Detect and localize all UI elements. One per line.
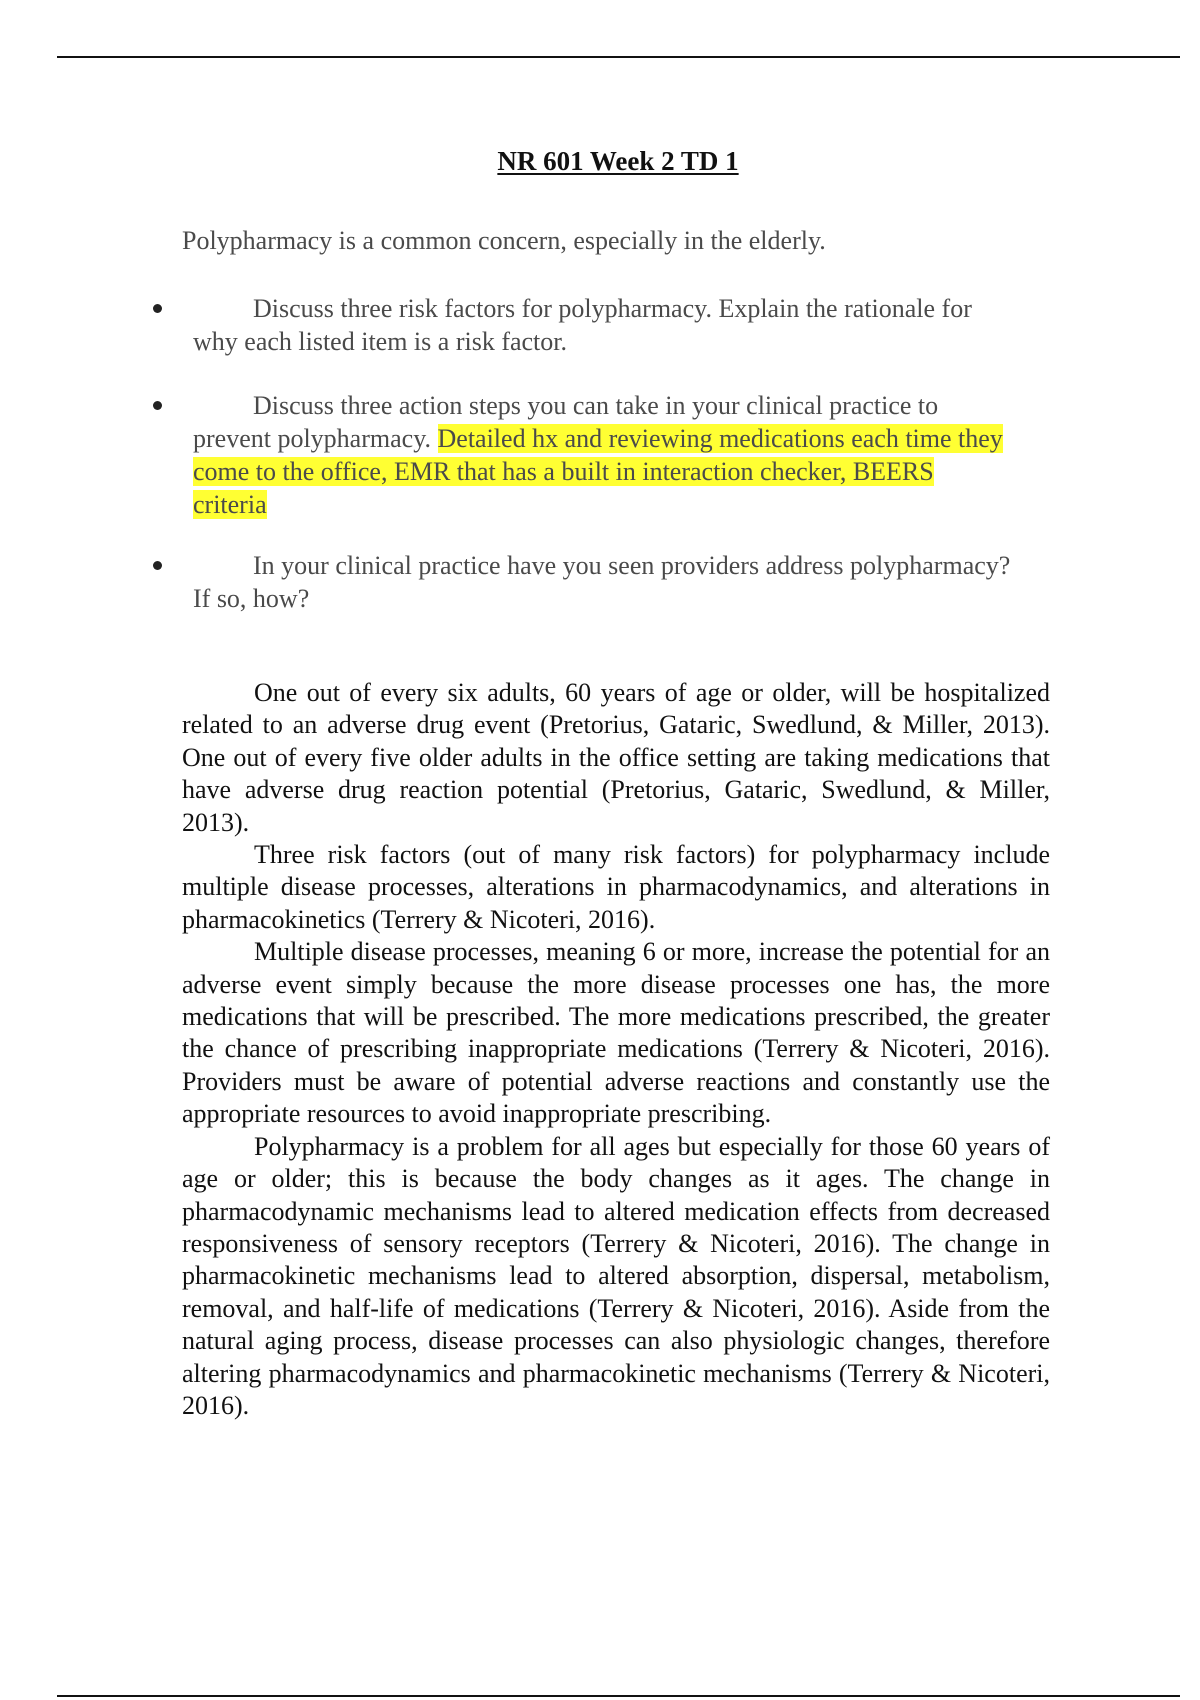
bullet-icon [153,401,162,410]
bullet-text: In your clinical practice have you seen providers address polypharmacy? If so, how? [193,551,1011,613]
bullet-icon [153,561,162,570]
highlighted-answer: Detailed hx and reviewing medications each time they come to the office, EMR that has a built in interaction checker, BEERS criteria [193,424,1003,519]
bullet-text-3 [193,549,1013,615]
paragraph-4: Polypharmacy is a problem for all ages but especially for those 60 years of age or older; this is because the body changes as it ages. The change in pharmacodynamic mechanisms lead to altered medication effects from decreased responsiveness of sensory receptors (Terrery & Nicoteri, 2016). The change in pharmacokinetic mechanisms lead to altered absorption, dispersal, metabolism, removal, and half-life of medications (Terrery & Nicoteri, 2016). Aside from the natural aging process, disease processes can also physiologic changes, therefore altering pharmacodynamics and pharmacokinetic mechanisms (Terrery & Nicoteri, 2016). [182,1131,1050,1420]
bullet-icon [153,304,162,313]
top-rule [57,56,1180,58]
paragraph-3: Multiple disease processes, meaning 6 or more, increase the potential for an adverse event simply because the more disease processes one has, the more medications that will be prescribed. The more medications prescribed, the greater the chance of prescribing inappropriate medications (Terrery & Nicoteri, 2016). Providers must be aware of potential adverse reactions and constantly use the appropriate resources to avoid inappropriate prescribing. [182,937,1050,1129]
bullet-text: Discuss three risk factors for polypharmacy. Explain the rationale for why each listed item is a risk factor. [193,294,972,356]
discussion-prompt: Polypharmacy is a common concern, especially in the elderly. [182,226,826,255]
bottom-rule [57,1695,1180,1697]
paragraph-2: Three risk factors (out of many risk factors) for polypharmacy include multiple disease processes, alterations in pharmacodynamics, and alterations in pharmacokinetics (Terrery & Nicoteri, 2016). [182,840,1050,934]
document-title: NR 601 Week 2 TD 1 [497,146,739,176]
bullet-text-2 [193,389,1013,521]
response-body [182,677,1050,1422]
bullet-text: Discuss three action steps you can take in your clinical practice to prevent polypharmacy. [193,391,939,453]
bullet-text-1 [193,292,1013,358]
paragraph-1: One out of every six adults, 60 years of age or older, will be hospitalized related to an adverse drug event (Pretorius, Gataric, Swedlund, & Miller, 2013). One out of every five older adults in the office setting are taking medications that have adverse drug reaction potential (Pretorius, Gataric, Swedlund, & Miller, 2013). [182,678,1050,837]
